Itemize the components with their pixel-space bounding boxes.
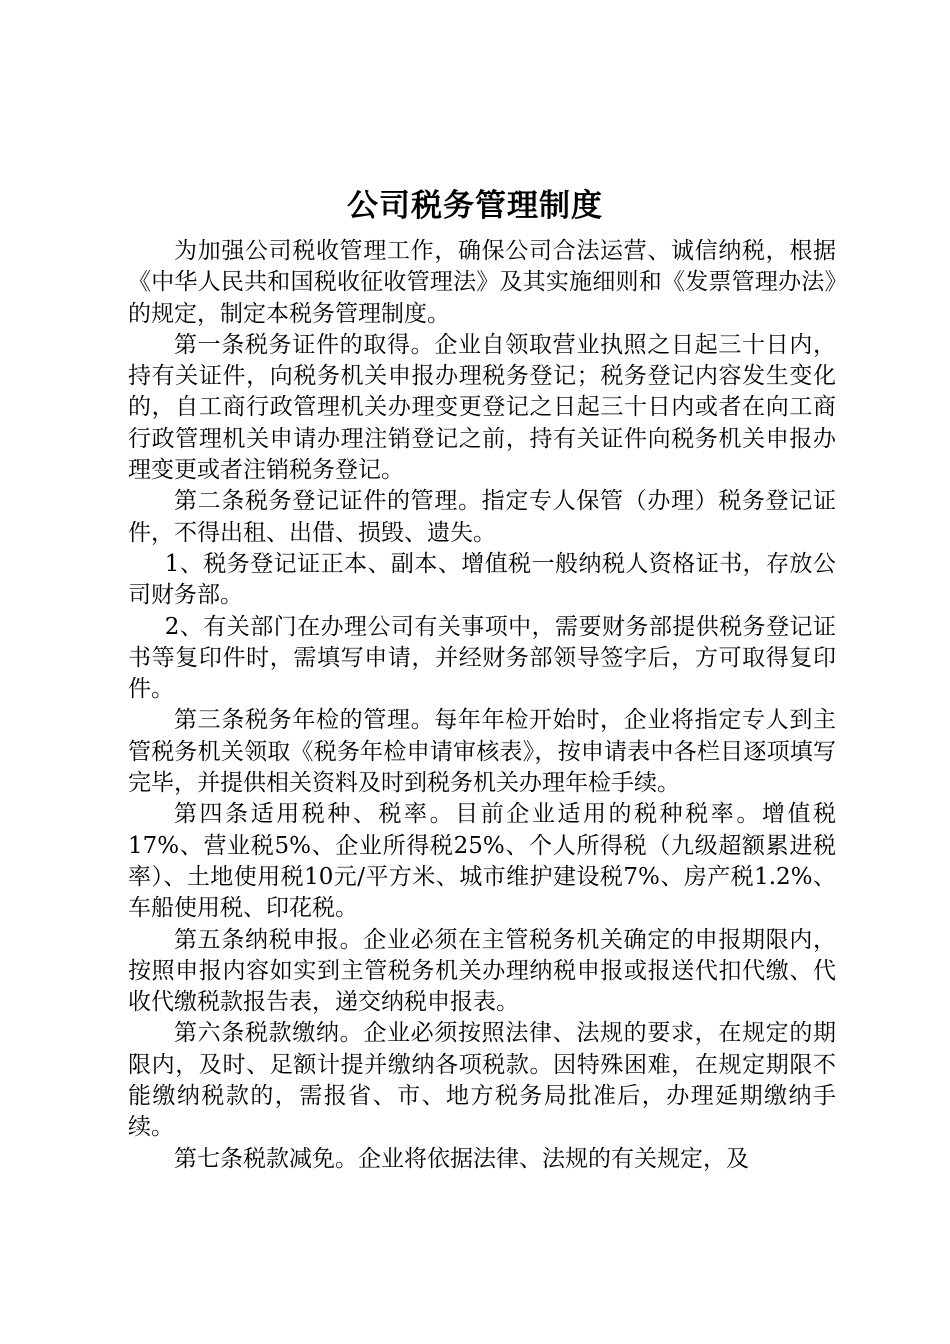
article-2-paragraph: 第二条税务登记证件的管理。指定专人保管（办理）税务登记证件，不得出租、出借、损毁、遗失。 xyxy=(128,488,836,546)
article-2-item-1: 1、税务登记证正本、副本、增值税一般纳税人资格证书，存放公司财务部。 xyxy=(128,550,836,609)
article-5-paragraph: 第五条纳税申报。企业必须在主管税务机关确定的申报期限内，按照申报内容如实到主管税务机关办理纳税申报或报送代扣代缴、代收代缴税款报告表，递交纳税申报表。 xyxy=(128,926,836,1016)
article-2-item-2: 2、有关部门在办理公司有关事项中，需要财务部提供税务登记证书等复印件时，需填写申请，并经财务部领导签字后，方可取得复印件。 xyxy=(128,613,836,703)
document-title: 公司税务管理制度 xyxy=(347,188,603,224)
article-6-paragraph: 第六条税款缴纳。企业必须按照法律、法规的要求，在规定的期限内，及时、足额计提并缴纳各项税款。因特殊困难，在规定期限不能缴纳税款的，需报省、市、地方税务局批准后，办理延期缴纳手续。 xyxy=(128,1020,836,1141)
article-1-paragraph: 第一条税务证件的取得。企业自领取营业执照之日起三十日内，持有关证件，向税务机关申报办理税务登记；税务登记内容发生变化的，自工商行政管理机关办理变更登记之日起三十日内或者在向工商行政管理机关申请办理注销登记之前，持有关证件向税务机关申报办理变更或者注销税务登记。 xyxy=(128,331,836,484)
article-7-paragraph: 第七条税款减免。企业将依据法律、法规的有关规定，及 xyxy=(174,1145,749,1172)
article-3-paragraph: 第三条税务年检的管理。每年年检开始时，企业将指定专人到主管税务机关领取《税务年检申请审核表》，按申请表中各栏目逐项填写完毕，并提供相关资料及时到税务机关办理年检手续。 xyxy=(128,707,836,797)
document-body xyxy=(128,236,836,1175)
article-4-paragraph: 第四条适用税种、税率。目前企业适用的税种税率。增值税17%、营业税5%、企业所得税25%、个人所得税（九级超额累进税率）、土地使用税10元/平方米、城市维护建设税7%、房产税1.2%、车船使用税、印花税。 xyxy=(128,801,836,922)
intro-paragraph: 为加强公司税收管理工作，确保公司合法运营、诚信纳税，根据《中华人民共和国税收征收管理法》及其实施细则和《发票管理办法》的规定，制定本税务管理制度。 xyxy=(128,238,836,327)
